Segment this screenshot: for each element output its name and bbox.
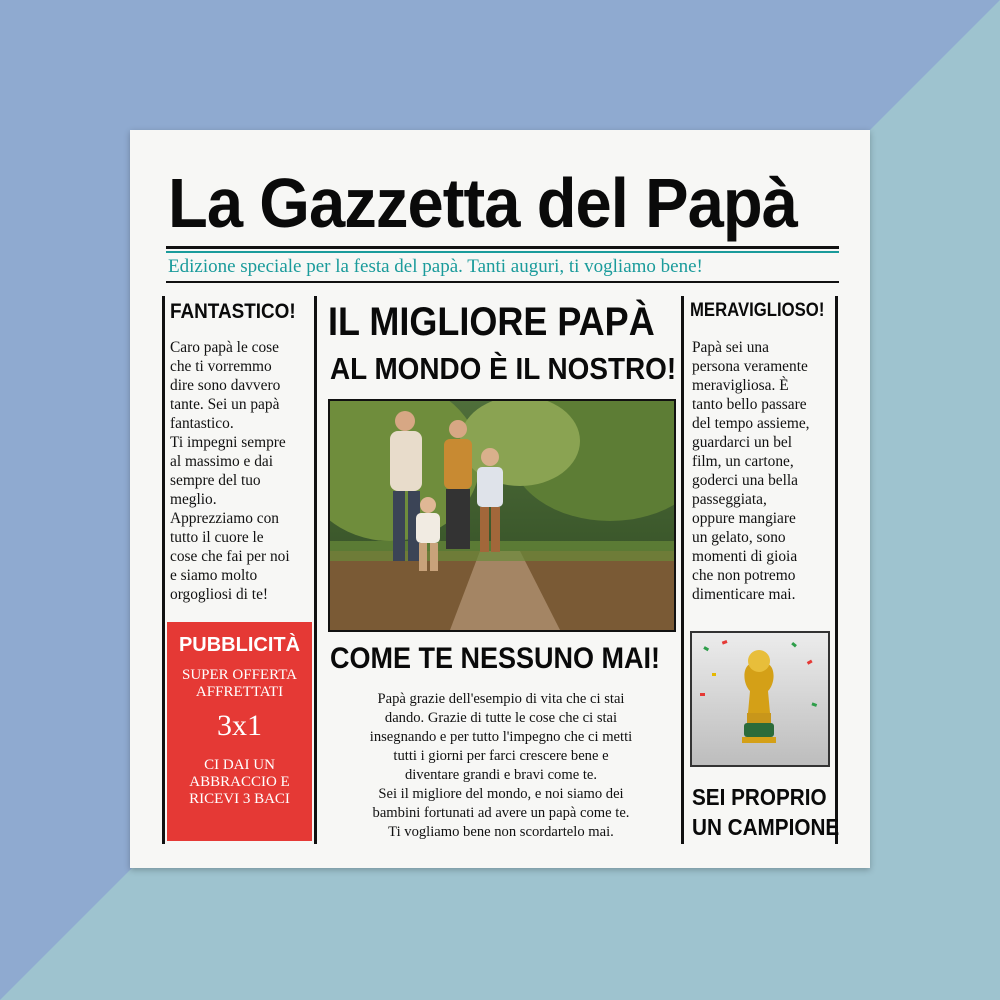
advert-offer: 3x1 — [217, 709, 262, 742]
column-divider — [835, 296, 838, 844]
trophy-image — [690, 631, 830, 767]
advert-line: ABBRACCIO E — [189, 774, 290, 790]
right-heading: MERAVIGLIOSO! — [690, 300, 825, 321]
column-divider — [162, 296, 165, 844]
family-photo-image — [330, 401, 674, 630]
advert-line: SUPER OFFERTA — [181, 667, 297, 683]
column-divider — [314, 296, 317, 844]
trophy-caption-second: UN CAMPIONE — [692, 814, 840, 840]
advert-title: PUBBLICITÀ — [178, 634, 301, 656]
accent-rule — [166, 251, 839, 253]
masthead-title: La Gazzetta del Papà — [168, 164, 797, 242]
trophy-caption: SEI PROPRIO — [692, 784, 827, 810]
masthead-tagline: Edizione speciale per la festa del papà. Tanti auguri, ti vogliamo bene! — [168, 256, 703, 277]
advert-line: AFFRETTATI — [195, 684, 284, 700]
main-headline-second: AL MONDO È IL NOSTRO! — [330, 351, 677, 386]
center-article: Papà grazie dell'esempio di vita che ci stai dando. Grazie di tutte le cose che ci stai insegnando e per tutto l'impegno che ci metti tutti i giorni per farci crescere bene e diventare grandi e bravi come te. Sei il migliore del mondo, e noi siamo dei bambini fortunati ad avere un papà come te. Ti vogliamo bene non scordartelo mai. — [369, 691, 633, 840]
column-divider — [681, 296, 684, 844]
main-headline: IL MIGLIORE PAPÀ — [328, 300, 655, 344]
advert-line: RICEVI 3 BACI — [189, 791, 290, 807]
advert-box — [167, 622, 312, 841]
right-article: Papà sei una persona veramente meravigliosa. È tanto bello passare del tempo assieme, guardarci un bel film, un cartone, goderci una bella passeggiata, oppure mangiare un gelato, sono momenti di gioia che non potremo dimenticare mai. — [692, 339, 810, 603]
tagline-rule — [166, 281, 839, 283]
family-photo — [328, 399, 676, 632]
left-heading: FANTASTICO! — [170, 300, 296, 323]
masthead-rule — [166, 246, 839, 249]
trophy-icon — [692, 633, 828, 765]
sub-headline: COME TE NESSUNO MAI! — [330, 642, 661, 675]
advert-line: CI DAI UN — [204, 757, 275, 773]
left-article: Caro papà le cose che ti vorremmo dire sono davvero tante. Sei un papà fantastico. Ti impegni sempre al massimo e dai sempre del tuo meglio. Apprezziamo con tutto il cuore le cose che fai per noi e siamo molto orgogliosi di te! — [170, 339, 290, 603]
newspaper-page — [130, 130, 870, 868]
